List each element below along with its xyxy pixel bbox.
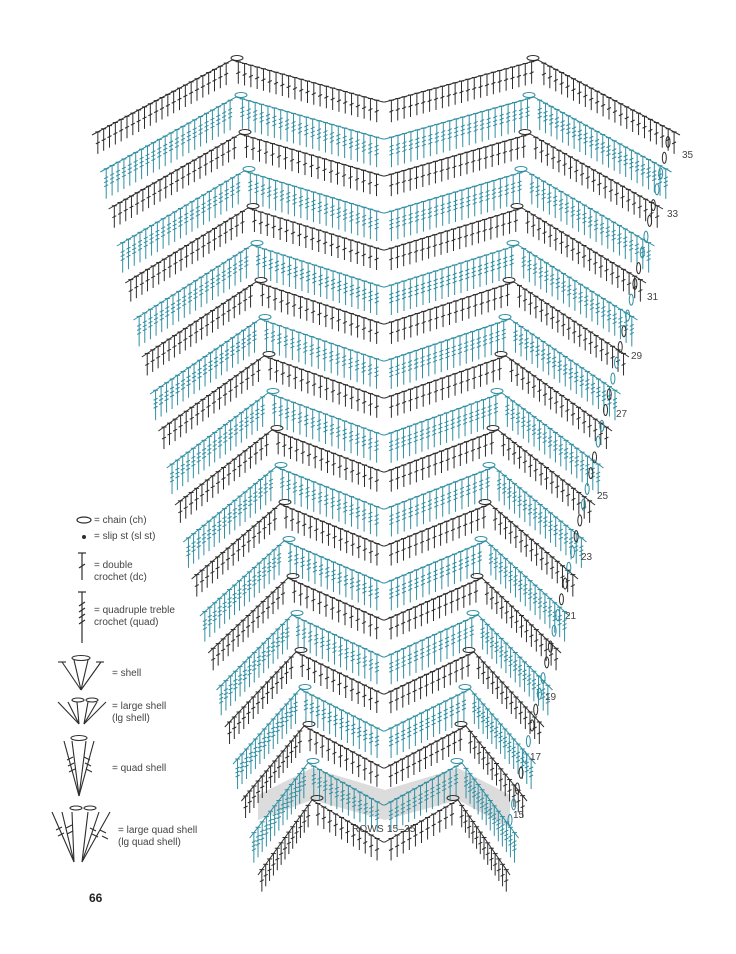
edge-chain	[596, 436, 600, 447]
row-label-21: 21	[565, 611, 577, 622]
edge-chain	[545, 657, 549, 668]
legend-label-chain: = chain (ch)	[94, 515, 147, 526]
row-label-19: 19	[545, 692, 557, 703]
edge-chain	[563, 578, 567, 589]
legend-label-double-crochet: = double crochet (dc)	[94, 560, 147, 583]
quad-shell-icon	[64, 736, 94, 797]
stitch-row	[200, 537, 570, 642]
quadruple-treble-crochet-icon	[78, 592, 86, 643]
chain-icon	[77, 517, 91, 523]
row-label-29: 29	[631, 351, 643, 362]
edge-chain	[622, 326, 626, 337]
edge-chain	[662, 152, 666, 163]
row-label-25: 25	[597, 491, 609, 502]
edge-chain	[559, 594, 563, 605]
edge-chain	[629, 294, 633, 305]
legend-label-quad-shell: = quad shell	[112, 763, 167, 774]
row-label-33: 33	[667, 209, 679, 220]
large-shell-icon	[58, 698, 106, 724]
edge-chain	[552, 625, 556, 636]
stitch-row	[208, 574, 561, 671]
edge-chain	[655, 184, 659, 195]
row-label-31: 31	[647, 292, 659, 303]
row-label-35: 35	[682, 150, 694, 161]
legend-label-quadruple-treble: = quadruple treble crochet (quad)	[94, 605, 175, 628]
edge-chain	[526, 736, 530, 747]
stitch-row	[167, 389, 604, 495]
large-quad-shell-icon	[52, 806, 110, 862]
row-label-23: 23	[581, 552, 593, 563]
edge-chain	[537, 688, 541, 699]
rows-caption: ROWS 15–35	[352, 824, 416, 835]
stitch-row	[100, 93, 671, 199]
edge-chain	[530, 720, 534, 731]
stitch-row	[150, 315, 620, 421]
row-label-15: 15	[513, 810, 525, 821]
double-crochet-icon	[78, 553, 86, 580]
stitch-row	[134, 241, 638, 347]
edge-chain	[578, 515, 582, 526]
edge-chain	[523, 751, 527, 762]
page-number: 66	[89, 891, 103, 905]
shell-icon	[58, 656, 104, 691]
chart-rows	[92, 56, 680, 892]
edge-chain	[611, 373, 615, 384]
legend-label-slip-stitch: = slip st (sl st)	[94, 531, 156, 542]
edge-chain	[637, 263, 641, 274]
legend-label-shell: = shell	[112, 668, 142, 679]
edge-chain	[659, 168, 663, 179]
slip-stitch-icon	[82, 535, 86, 539]
legend-label-large-quad-shell: = large quad shell (lg quad shell)	[118, 825, 198, 848]
row-label-27: 27	[616, 409, 628, 420]
chart-edge-chains	[508, 137, 670, 826]
edge-chain	[534, 704, 538, 715]
row-label-17: 17	[530, 752, 542, 763]
legend-label-large-shell: = large shell (lg shell)	[112, 701, 167, 724]
